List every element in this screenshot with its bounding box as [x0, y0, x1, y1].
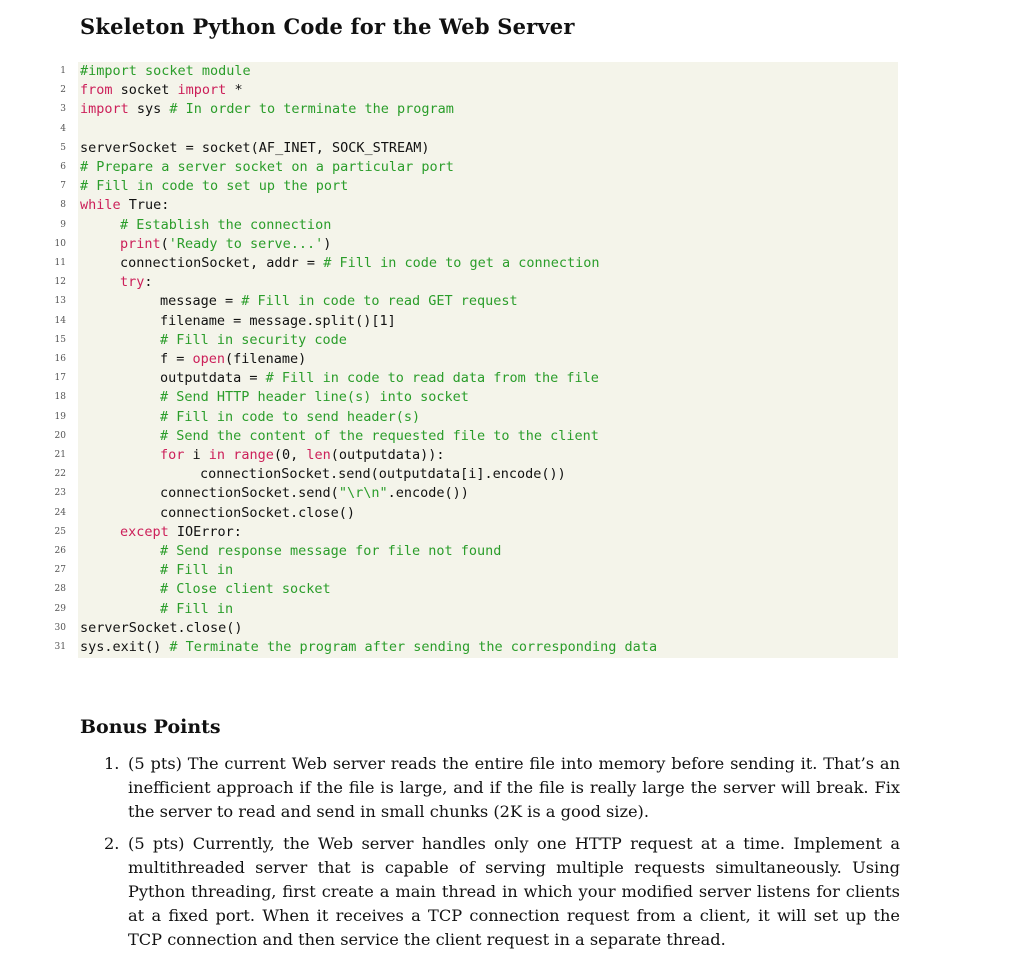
- code-token-comment: # Close client socket: [160, 581, 331, 598]
- code-token-comment: # Establish the connection: [120, 216, 332, 233]
- code-line: [80, 196, 169, 215]
- line-number: 31: [54, 642, 66, 652]
- code-token-plain: *: [226, 82, 243, 99]
- code-token-string: "\r\n": [338, 485, 388, 502]
- code-token-comment: # Prepare a server socket on a particular port: [80, 159, 454, 175]
- line-number: 12: [54, 277, 66, 288]
- code-token-keyword: range: [233, 447, 274, 463]
- code-line: [80, 638, 657, 657]
- bonus-item-1: [104, 752, 900, 824]
- code-token-plain: filename = message.split()[1]: [160, 312, 396, 329]
- code-token-comment: # Fill in security code: [160, 331, 347, 348]
- line-number: 24: [54, 507, 66, 518]
- line-number: 7: [60, 181, 66, 192]
- code-block: [54, 62, 898, 658]
- code-line: [160, 312, 396, 331]
- code-token-comment: # In order to terminate the program: [169, 101, 454, 118]
- line-number: 2: [60, 85, 66, 96]
- code-token-plain: serverSocket.close(): [80, 619, 243, 636]
- line-number: 11: [54, 258, 66, 268]
- code-token-comment: # Send response message for file not found: [160, 543, 502, 559]
- line-number: 8: [60, 200, 66, 211]
- code-token-plain: connectionSocket.close(): [160, 504, 356, 521]
- line-number: 5: [60, 142, 66, 153]
- code-token-comment: #import socket module: [80, 63, 251, 79]
- line-number: 3: [60, 104, 66, 115]
- code-line: [160, 331, 347, 350]
- code-line: [120, 216, 331, 235]
- code-token-keyword: import: [177, 82, 227, 99]
- code-token-comment: # Fill in code to read GET request: [241, 293, 518, 310]
- code-line: [120, 273, 153, 292]
- code-token-comment: # Terminate the program after sending the corresponding data: [169, 639, 658, 655]
- line-number: 29: [54, 603, 66, 614]
- code-line: [80, 100, 454, 119]
- code-token-plain: IOError:: [168, 523, 242, 540]
- code-token-plain: (: [160, 235, 169, 252]
- code-line: [120, 254, 600, 273]
- code-line: [160, 446, 445, 465]
- line-number: 10: [54, 238, 66, 249]
- code-token-plain: message =: [160, 293, 242, 310]
- line-number: 22: [54, 469, 66, 480]
- bonus-item-number: 1.: [104, 754, 120, 773]
- line-number: 6: [60, 162, 66, 172]
- code-token-comment: # Fill in: [160, 562, 234, 579]
- code-token-keyword: in: [208, 447, 226, 463]
- code-token-comment: # Send HTTP header line(s) into socket: [160, 389, 469, 406]
- line-number: 28: [54, 584, 66, 595]
- line-number: 13: [54, 296, 66, 307]
- code-token-plain: :: [144, 274, 153, 291]
- code-token-plain: connectionSocket, addr =: [120, 255, 324, 271]
- code-token-comment: # Fill in code to set up the port: [80, 178, 349, 195]
- code-token-plain: socket: [112, 82, 178, 99]
- code-line: [80, 177, 348, 196]
- code-line: [80, 62, 251, 81]
- code-token-comment: # Fill in: [160, 600, 234, 617]
- code-token-plain: serverSocket = socket(AF_INET, SOCK_STREAM): [80, 139, 430, 156]
- code-line: [80, 139, 430, 158]
- code-token-plain: (filename): [225, 351, 307, 367]
- line-number: 19: [54, 411, 66, 422]
- code-line: [160, 427, 599, 446]
- code-line: [160, 408, 420, 427]
- bonus-item-text: (5 pts) The current Web server reads the entire file into memory before sending it. That’s an inefficient approach if the file is large, and if the file is really large the server will break. Fix the server to read and send in small chunks (2K is a good size).: [128, 754, 900, 821]
- code-token-keyword: from: [80, 82, 113, 99]
- code-token-keyword: print: [120, 235, 161, 252]
- line-number: 14: [54, 315, 66, 326]
- code-token-keyword: len: [306, 447, 331, 463]
- line-number: 18: [54, 392, 66, 403]
- code-line: [160, 292, 518, 311]
- code-token-keyword: except: [120, 523, 169, 540]
- line-number: 26: [54, 546, 66, 556]
- code-line: [200, 465, 566, 484]
- code-line: [120, 523, 242, 542]
- code-token-plain: sys.exit(): [80, 639, 170, 655]
- code-token-string: 'Ready to serve...': [168, 235, 324, 252]
- line-number: 30: [54, 622, 66, 633]
- code-token-plain: i: [184, 447, 209, 463]
- code-token-comment: # Fill in code to send header(s): [160, 408, 421, 425]
- line-number: 17: [54, 373, 66, 384]
- bonus-section-title: Bonus Points: [80, 716, 221, 738]
- line-number: 15: [54, 334, 66, 345]
- code-line: [160, 504, 355, 523]
- line-number: 21: [54, 450, 66, 460]
- code-line: [160, 561, 233, 580]
- code-token-plain: f =: [160, 351, 193, 367]
- bonus-item-2: [104, 832, 900, 952]
- code-token-comment: # Fill in code to get a connection: [323, 255, 600, 271]
- code-line: [120, 235, 331, 254]
- code-token-comment: # Send the content of the requested file to the client: [160, 427, 599, 444]
- code-token-keyword: open: [192, 351, 226, 367]
- line-number: 23: [54, 488, 66, 499]
- code-token-keyword: while: [80, 197, 121, 214]
- code-line: [160, 388, 469, 407]
- code-line: [160, 484, 469, 503]
- code-token-keyword: import: [80, 101, 129, 118]
- line-number: 16: [54, 354, 66, 364]
- code-token-plain: (outputdata)):: [330, 447, 445, 463]
- line-number: 20: [54, 430, 66, 441]
- code-token-plain: [225, 447, 233, 463]
- code-token-plain: (0,: [273, 447, 307, 463]
- code-line: [160, 542, 501, 561]
- line-number: 1: [60, 66, 66, 76]
- code-line: [160, 600, 233, 619]
- code-token-plain: connectionSocket.send(outputdata[i].encode()): [200, 466, 566, 483]
- code-token-keyword: for: [160, 447, 185, 463]
- code-token-comment: # Fill in code to read data from the file: [265, 370, 599, 387]
- code-token-plain: outputdata =: [160, 370, 266, 387]
- page-title: Skeleton Python Code for the Web Server: [80, 14, 575, 39]
- line-number: 9: [60, 219, 66, 230]
- code-token-plain: True:: [120, 197, 170, 214]
- code-token-plain: sys: [128, 101, 170, 118]
- code-token-plain: connectionSocket.send(: [160, 485, 339, 502]
- code-token-keyword: try: [120, 274, 145, 291]
- code-line: [80, 158, 454, 177]
- code-line: [160, 580, 331, 599]
- bonus-item-number: 2.: [104, 834, 120, 853]
- code-token-plain: .encode()): [387, 485, 469, 502]
- code-token-plain: ): [323, 235, 332, 252]
- line-number: 27: [54, 565, 66, 576]
- bonus-item-text: (5 pts) Currently, the Web server handles only one HTTP request at a time. Implement a multithreaded server that is capable of serving multiple requests simultaneously. Using Python threading, first create a main thread in which your modified server listens for clients at a fixed port. When it receives a TCP connection request from a client, it will set up the TCP connection and then service the client request in a separate thread.: [128, 834, 900, 949]
- line-number: 4: [60, 123, 66, 134]
- line-number: 25: [54, 526, 66, 537]
- code-line: [160, 350, 306, 369]
- code-line: [160, 369, 599, 388]
- code-line: [80, 81, 243, 100]
- code-line: [80, 619, 243, 638]
